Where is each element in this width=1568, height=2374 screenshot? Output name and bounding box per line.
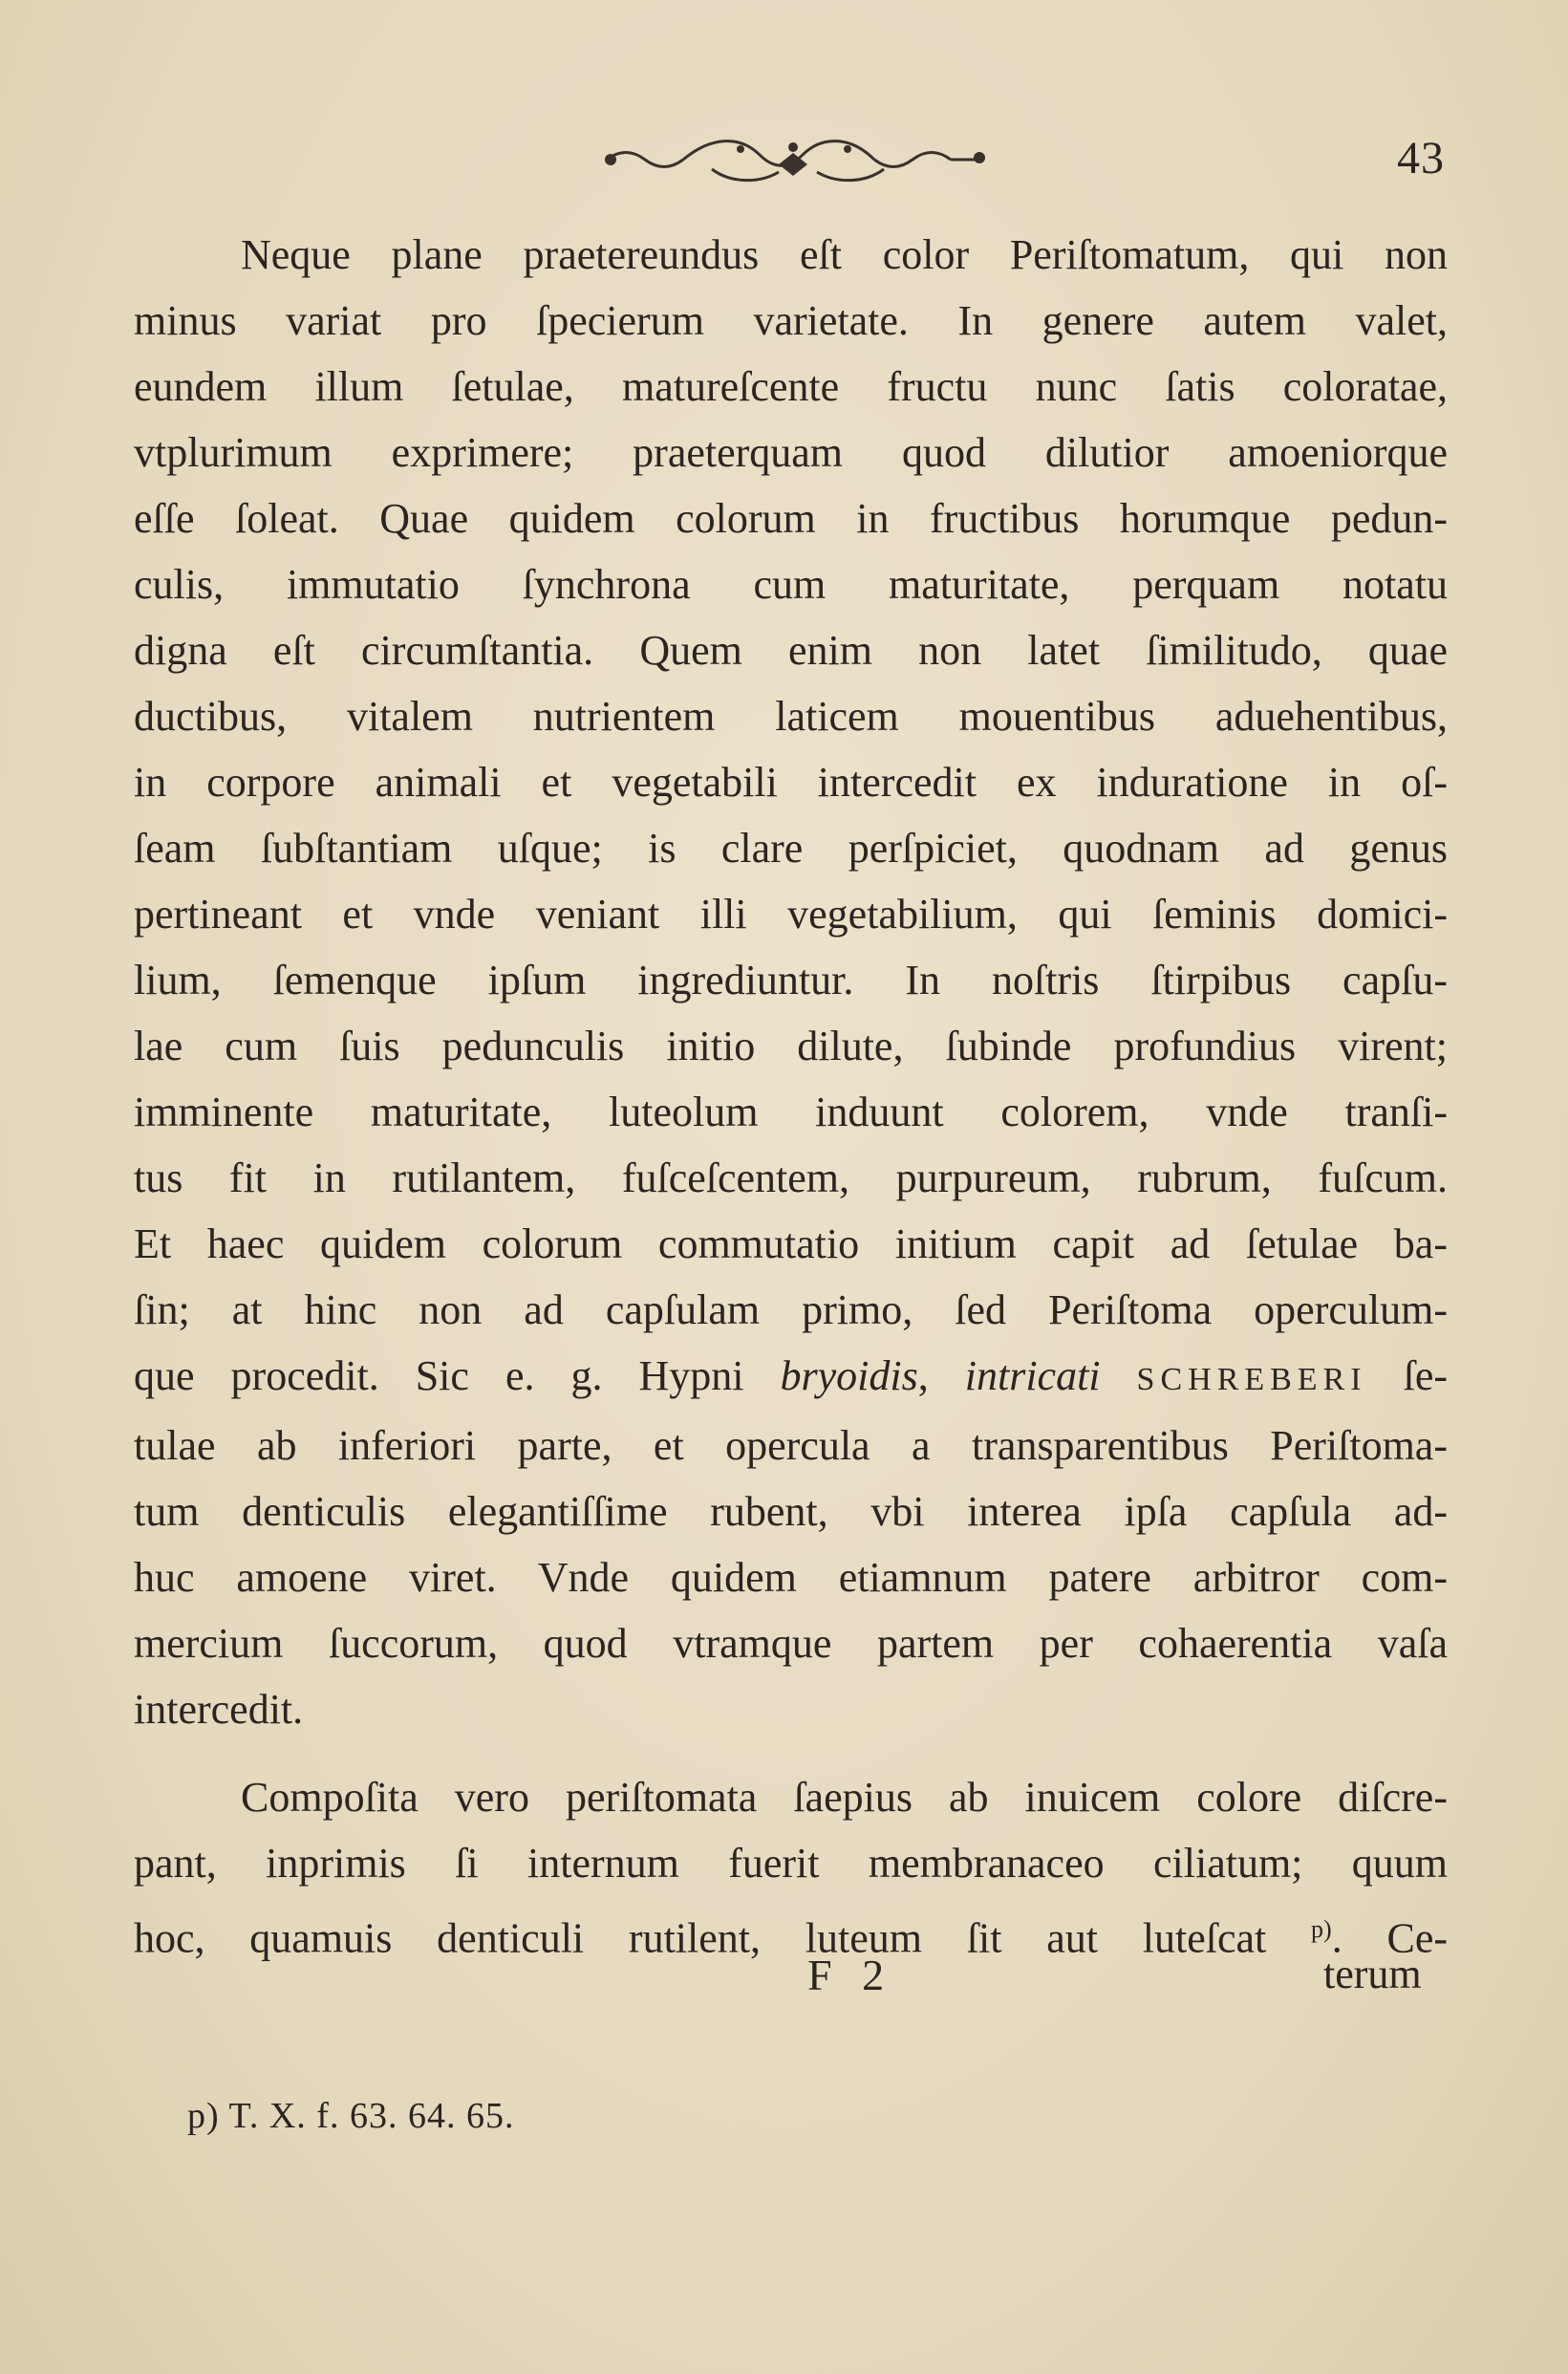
catchword: terum bbox=[1323, 1951, 1422, 1997]
text-segment: que procedit. Sic e. g. Hypni bbox=[134, 1352, 781, 1399]
text-line: pertineant et vnde veniant illi vegetabilium, qui ſeminis domici- bbox=[134, 891, 1448, 938]
text-line: ſin; at hinc non ad capſulam primo, ſed Periſtoma operculum- bbox=[134, 1286, 1448, 1333]
text-line: imminente maturitate, luteolum induunt colorem, vnde tranſi- bbox=[134, 1089, 1448, 1135]
species-name: bryoidis bbox=[780, 1352, 918, 1399]
text-segment bbox=[1101, 1352, 1137, 1399]
footnote-reference[interactable]: p) bbox=[1311, 1915, 1332, 1943]
text-line: eundem illum ſetulae, matureſcente fructu nunc ſatis coloratae, bbox=[134, 363, 1448, 410]
text-segment: . Ce- bbox=[1331, 1914, 1448, 1962]
text-segment: , bbox=[917, 1352, 965, 1399]
text-segment: hoc, quamuis denticuli rutilent, luteum ſit aut luteſcat bbox=[134, 1914, 1312, 1962]
text-line: pant, inprimis ſi internum fuerit membranaceo ciliatum; quum bbox=[134, 1840, 1448, 1887]
author-name: SCHREBERI bbox=[1136, 1362, 1367, 1397]
text-line: vtplurimum exprimere; praeterquam quod dilutior amoeniorque bbox=[134, 429, 1448, 476]
footnote: p) T. X. f. 63. 64. 65. bbox=[187, 2096, 515, 2136]
signature-mark: F 2 bbox=[807, 1951, 894, 1999]
text-line: mercium ſuccorum, quod vtramque partem per cohaerentia vaſa bbox=[134, 1620, 1448, 1667]
text-line-with-species bbox=[134, 1343, 1448, 1413]
text-line: intercedit. bbox=[134, 1686, 304, 1733]
text-line: lium, ſemenque ipſum ingrediuntur. In noſtris ſtirpibus capſu- bbox=[134, 957, 1448, 1004]
text-line: minus variat pro ſpecierum varietate. In genere autem valet, bbox=[134, 297, 1448, 344]
text-line: Et haec quidem colorum commutatio initium capit ad ſetulae ba- bbox=[134, 1220, 1448, 1267]
text-line: in corpore animali et vegetabili intercedit ex induratione in oſ- bbox=[134, 759, 1448, 806]
text-line: tus fit in rutilantem, fuſceſcentem, purpureum, rubrum, fuſcum. bbox=[134, 1155, 1448, 1201]
text-line: digna eſt circumſtantia. Quem enim non latet ſimilitudo, quae bbox=[134, 627, 1448, 674]
headband-ornament bbox=[597, 126, 989, 193]
text-line: tulae ab inferiori parte, et opercula a transparentibus Periſtoma- bbox=[134, 1422, 1448, 1469]
text-line: eſſe ſoleat. Quae quidem colorum in fructibus horumque pedun- bbox=[134, 495, 1448, 542]
text-line: Compoſita vero periſtomata ſaepius ab inuicem colore diſcre- bbox=[241, 1774, 1448, 1821]
paragraph-1 bbox=[134, 222, 1448, 1742]
species-name: intricati bbox=[964, 1352, 1101, 1399]
text-line: culis, immutatio ſynchrona cum maturitate, perquam notatu bbox=[134, 561, 1448, 608]
text-line: lae cum ſuis pedunculis initio dilute, ſubinde profundius virent; bbox=[134, 1023, 1448, 1069]
text-segment: ſe- bbox=[1366, 1352, 1449, 1399]
text-line: ſeam ſubſtantiam uſque; is clare perſpiciet, quodnam ad genus bbox=[134, 825, 1448, 872]
text-line: huc amoene viret. Vnde quidem etiamnum patere arbitror com- bbox=[134, 1554, 1448, 1601]
paragraph-2 bbox=[134, 1764, 1448, 1972]
text-line: ductibus, vitalem nutrientem laticem mouentibus aduehentibus, bbox=[134, 693, 1448, 740]
text-line-with-footnote bbox=[134, 1896, 1448, 1972]
text-line: Neque plane praetereundus eſt color Periſtomatum, qui non bbox=[241, 231, 1448, 278]
text-line: tum denticulis elegantiſſime rubent, vbi interea ipſa capſula ad- bbox=[134, 1488, 1448, 1535]
page-number: 43 bbox=[1397, 133, 1445, 183]
